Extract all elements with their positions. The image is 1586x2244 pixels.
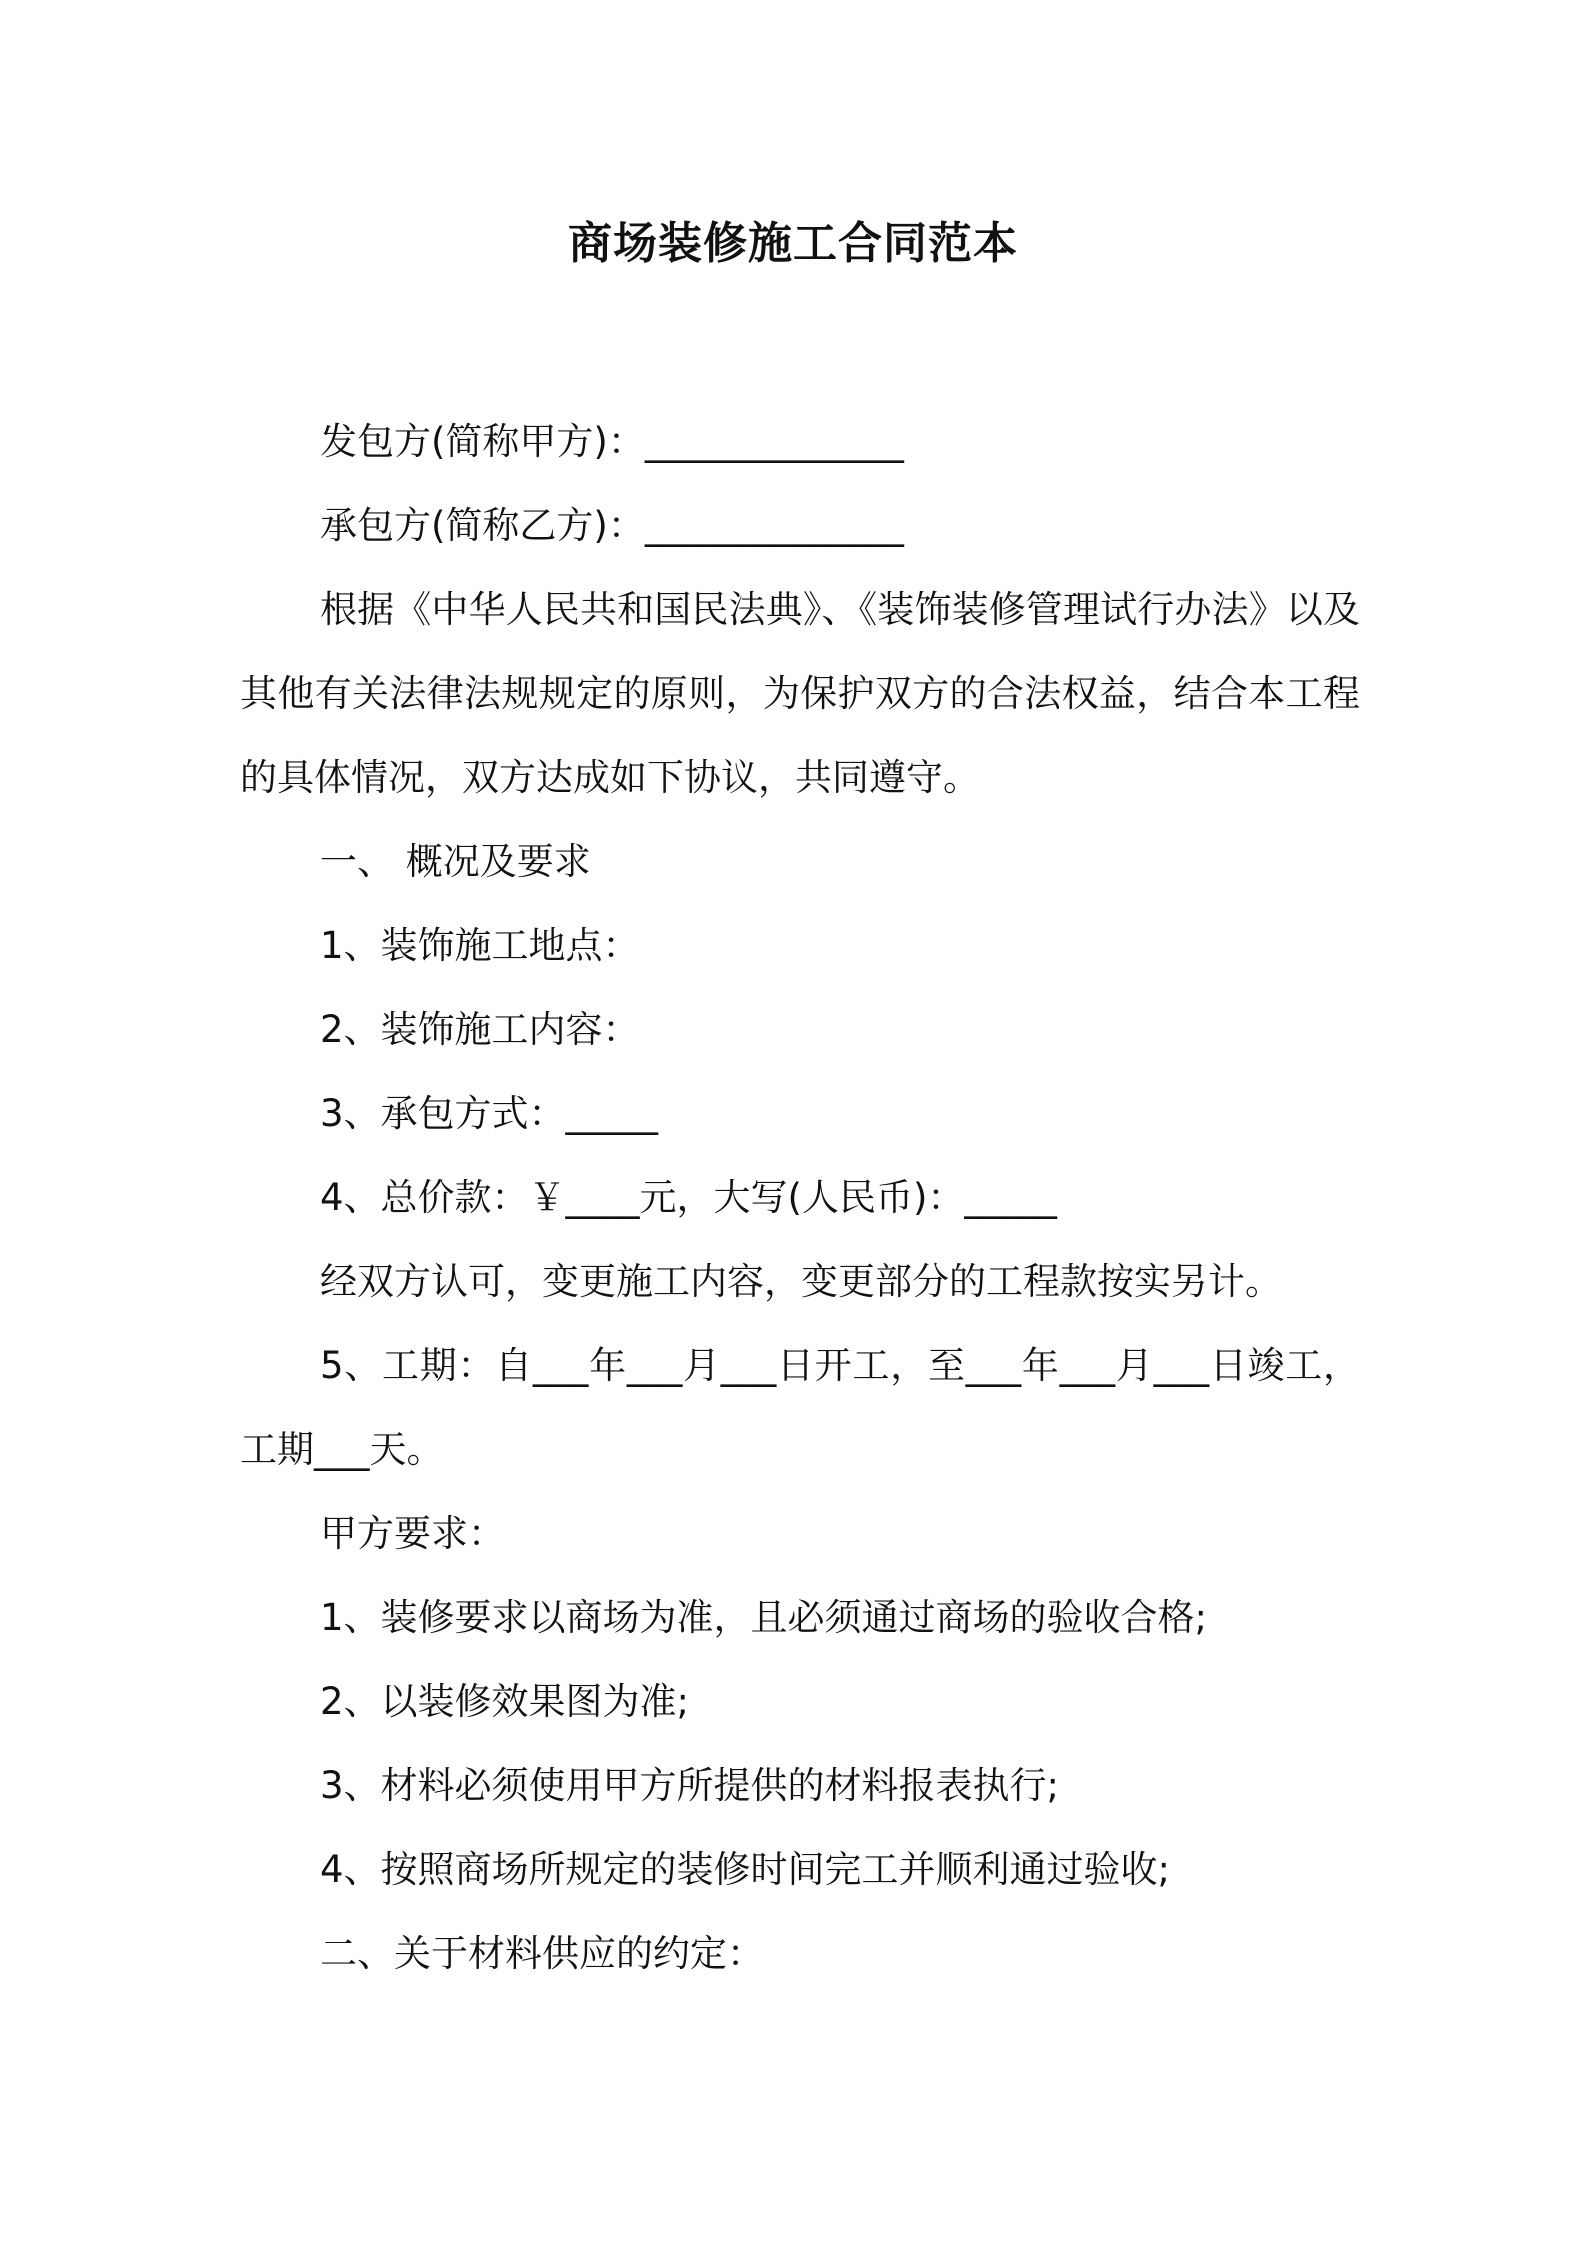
party-a-line: 发包方(简称甲方)：______________ (320, 420, 904, 463)
requirement-item: 1、装修要求以商场为准，且必须通过商场的验收合格; (320, 1596, 1208, 1639)
requirement-item: 3、材料必须使用甲方所提供的材料报表执行; (320, 1764, 1060, 1807)
clause-total-price: 4、总价款：￥____元，大写(人民币)：_____ (320, 1176, 1057, 1219)
document-title: 商场装修施工合同范本 (568, 218, 1018, 269)
requirement-item: 4、按照商场所规定的装修时间完工并顺利通过验收; (320, 1848, 1171, 1891)
requirement-item: 2、以装修效果图为准; (320, 1680, 690, 1723)
document-body (240, 400, 1360, 1996)
preamble-paragraph: 根据《中华人民共和国民法典》、《装饰装修管理试行办法》以及其他有关法律法规规定的原则，为保护双方的合法权益，结合本工程的具体情况，双方达成如下协议，共同遵守。 (240, 588, 1360, 799)
clause-contract-method: 3、承包方式：_____ (320, 1092, 659, 1135)
section-heading-materials: 二、关于材料供应的约定： (320, 1932, 764, 1975)
clause-construction-content: 2、装饰施工内容： (320, 1008, 640, 1051)
party-a-requirements-heading: 甲方要求： (320, 1512, 505, 1555)
clause-schedule: 5、工期：自___年___月___日开工，至___年___月___日竣工，工期___天。 (240, 1344, 1360, 1471)
clause-change-note: 经双方认可，变更施工内容，变更部分的工程款按实另计。 (320, 1260, 1282, 1303)
section-heading-overview: 一、 概况及要求 (320, 840, 591, 883)
clause-site-location: 1、装饰施工地点： (320, 924, 640, 967)
party-b-line: 承包方(简称乙方)：______________ (320, 504, 904, 547)
